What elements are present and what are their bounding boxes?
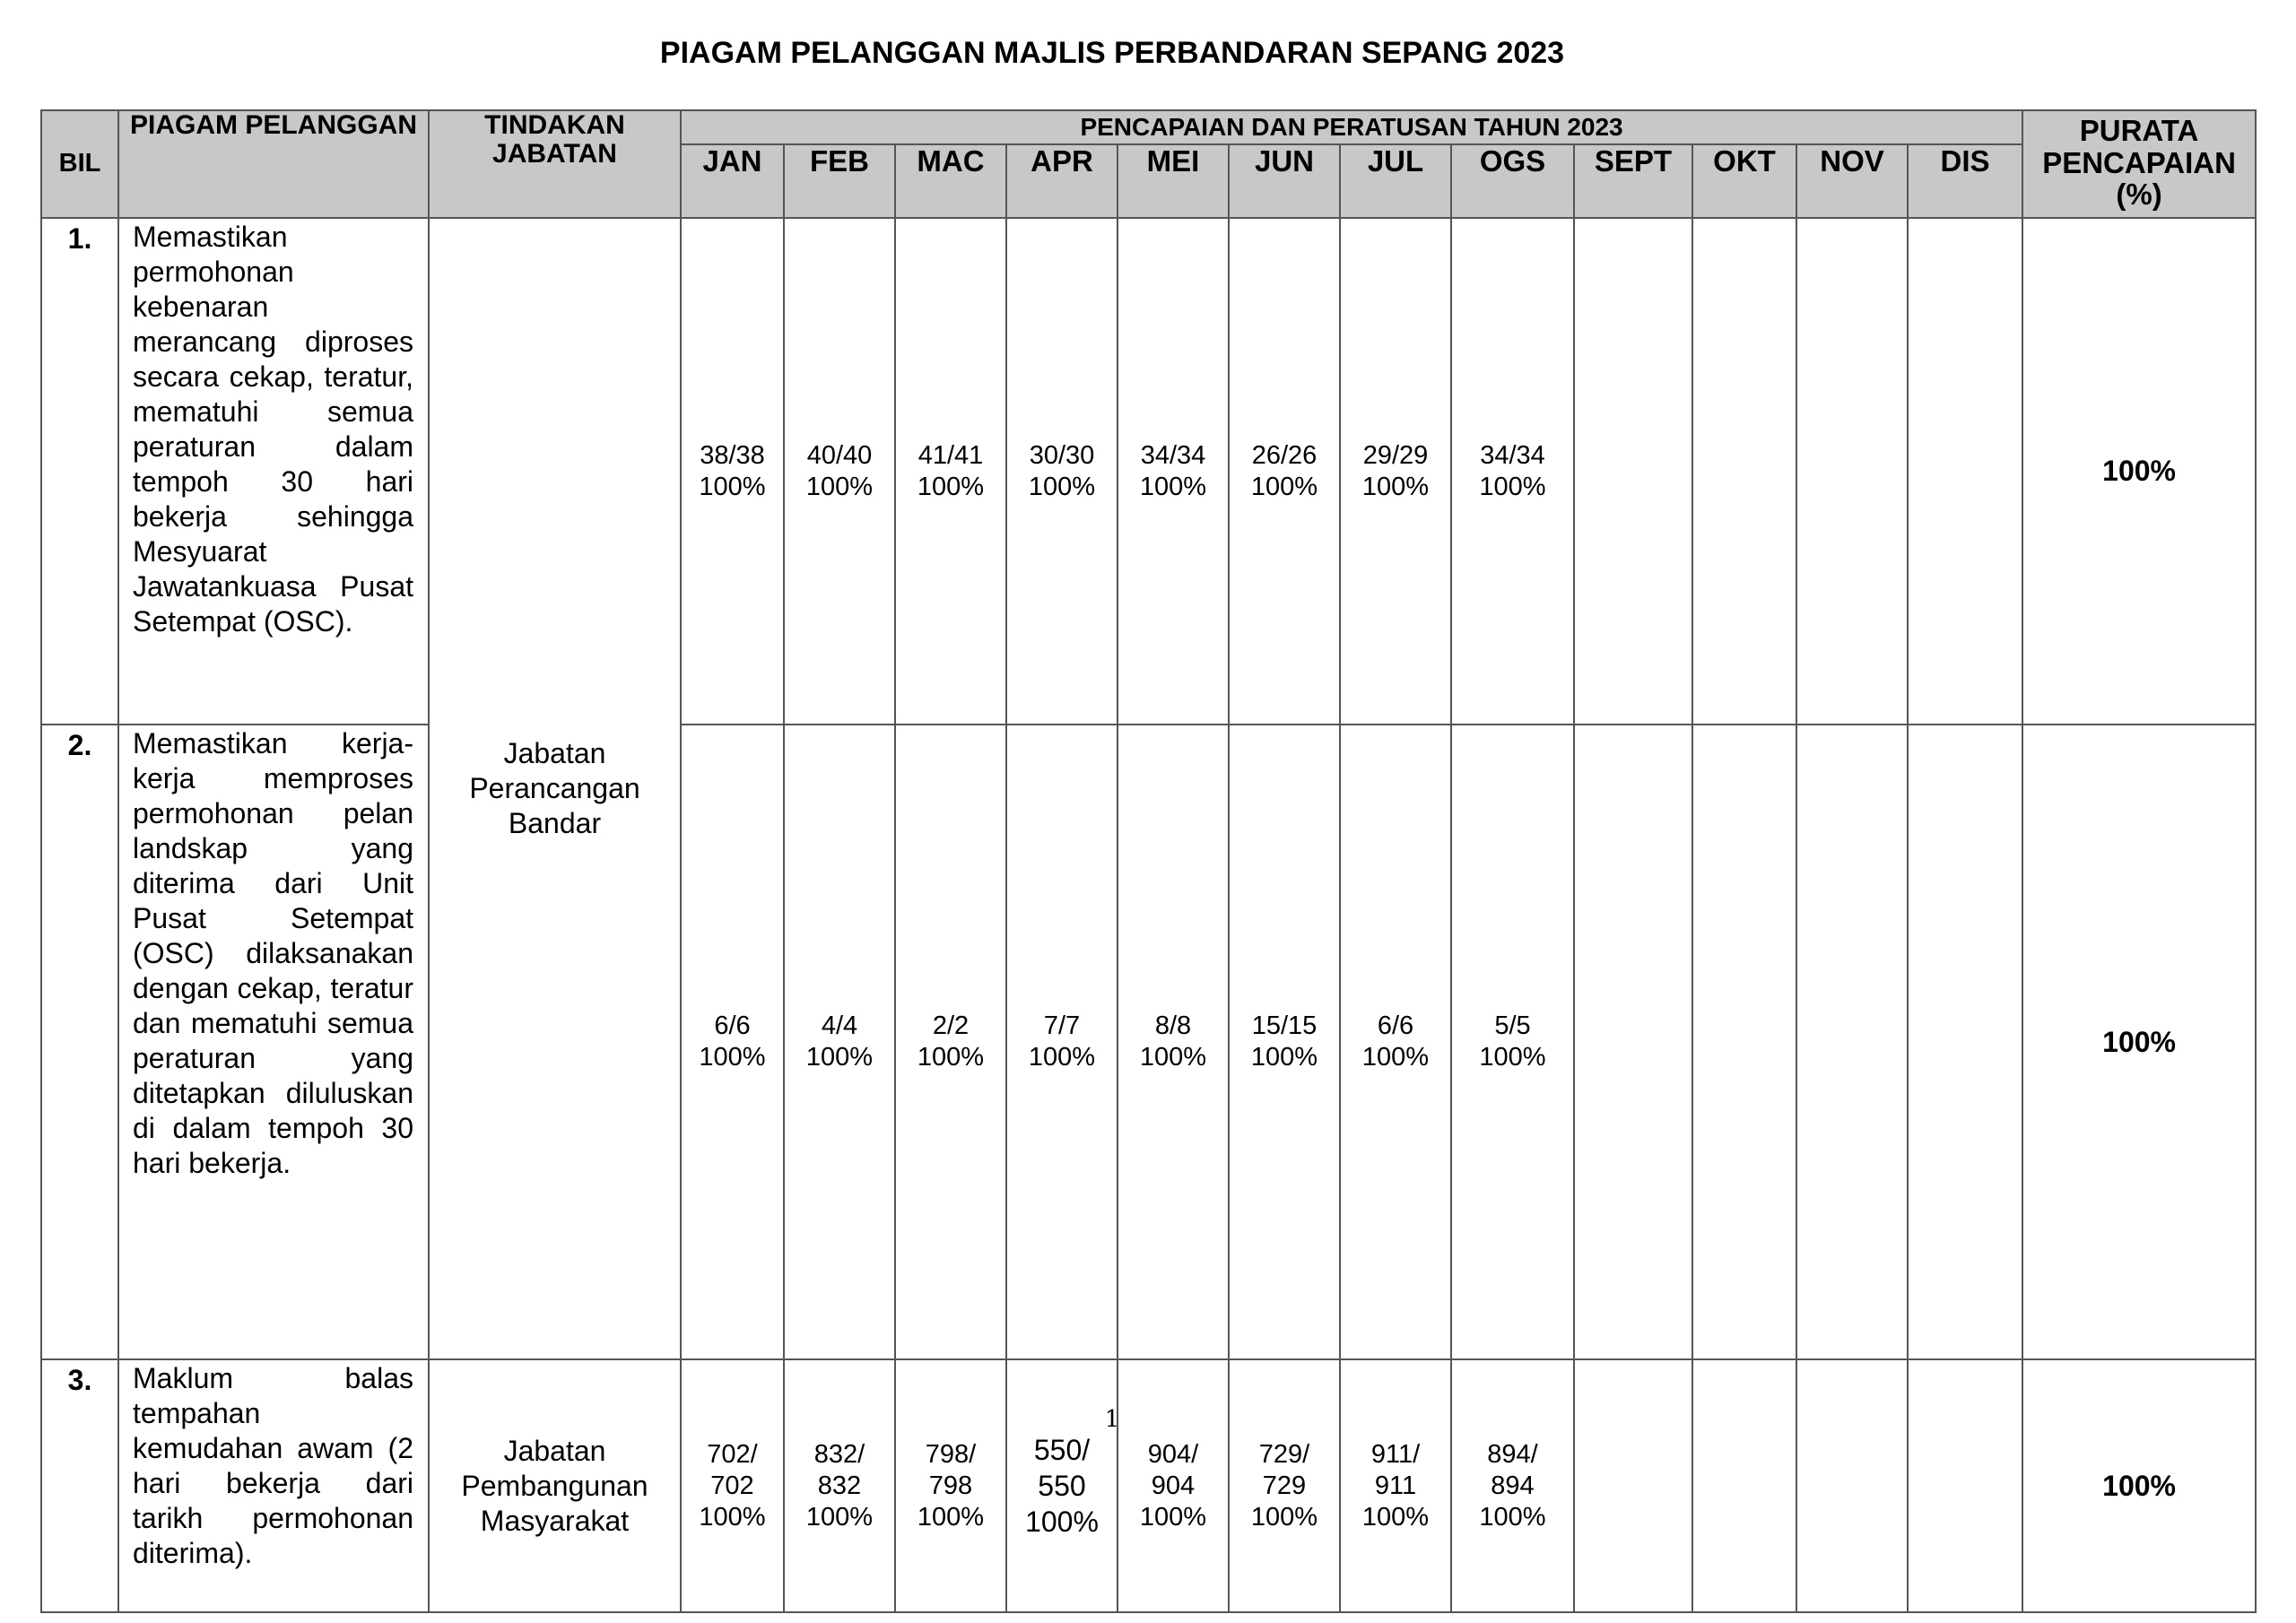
month-cell-jun bbox=[1229, 218, 1340, 725]
month-value-pct: 100% bbox=[1250, 1043, 1318, 1072]
header-month-mac: MAC bbox=[895, 144, 1006, 218]
average-cell: 100% bbox=[2022, 218, 2256, 725]
row-number: 3. bbox=[41, 1359, 118, 1612]
header-month-ogs: OGS bbox=[1451, 144, 1574, 218]
month-value-pct: 100% bbox=[917, 472, 985, 501]
month-cell-feb bbox=[784, 218, 895, 725]
header-month-jan: JAN bbox=[681, 144, 784, 218]
month-cell-mac bbox=[895, 725, 1006, 1359]
month-value-pct: 100% bbox=[917, 1043, 985, 1072]
header-month-okt: OKT bbox=[1692, 144, 1796, 218]
header-month-jul: JUL bbox=[1340, 144, 1451, 218]
month-value-num: 550/ bbox=[1033, 1434, 1091, 1466]
month-cell-sept bbox=[1574, 725, 1692, 1359]
page-title: PIAGAM PELANGGAN MAJLIS PERBANDARAN SEPANG 2023 bbox=[659, 36, 1565, 70]
month-cell-mac bbox=[895, 218, 1006, 725]
month-value-count: 34/34 bbox=[1140, 440, 1206, 470]
month-cell-ogs bbox=[1451, 725, 1574, 1359]
month-value-count: 7/7 bbox=[1043, 1011, 1081, 1040]
month-cell-jan bbox=[681, 725, 784, 1359]
row-number: 1. bbox=[41, 218, 118, 725]
header-achievement-span: PENCAPAIAN DAN PERATUSAN TAHUN 2023 bbox=[681, 110, 2022, 144]
month-cell-sept bbox=[1574, 1359, 1692, 1612]
table-row bbox=[41, 725, 2256, 1359]
month-cell-mac bbox=[895, 1359, 1006, 1612]
month-value-pct: 100% bbox=[1250, 1502, 1318, 1532]
month-cell-apr bbox=[1006, 1359, 1118, 1612]
month-cell-apr bbox=[1006, 725, 1118, 1359]
month-value-pct: 100% bbox=[1479, 1502, 1546, 1532]
month-cell-jun bbox=[1229, 1359, 1340, 1612]
month-value-pct: 100% bbox=[1361, 1043, 1430, 1072]
header-piagam: PIAGAM PELANGGAN bbox=[118, 110, 429, 218]
header-bil: BIL bbox=[41, 110, 118, 218]
month-value-count: 38/38 bbox=[700, 440, 765, 470]
month-value-pct: 100% bbox=[917, 1502, 985, 1532]
month-value-den: 798 bbox=[928, 1471, 973, 1500]
month-value-pct: 100% bbox=[1479, 472, 1546, 501]
month-value-pct: 100% bbox=[1025, 1506, 1099, 1538]
month-value-count: 6/6 bbox=[714, 1011, 751, 1040]
header-month-sept: SEPT bbox=[1574, 144, 1692, 218]
month-value-count: 26/26 bbox=[1251, 440, 1318, 470]
month-value-count: 8/8 bbox=[1154, 1011, 1192, 1040]
row-number: 2. bbox=[41, 725, 118, 1359]
month-value-count: 6/6 bbox=[1377, 1011, 1414, 1040]
month-cell-dis bbox=[1908, 218, 2022, 725]
month-value-pct: 100% bbox=[1250, 472, 1318, 501]
month-value-count: 5/5 bbox=[1494, 1011, 1531, 1040]
month-value-num: 729/ bbox=[1258, 1439, 1310, 1469]
month-value-num: 832/ bbox=[813, 1439, 865, 1469]
month-cell-jan bbox=[681, 1359, 784, 1612]
table-row bbox=[41, 1359, 2256, 1612]
month-value-count: 4/4 bbox=[821, 1011, 858, 1040]
month-value-pct: 100% bbox=[1028, 472, 1096, 501]
header-month-mei: MEI bbox=[1118, 144, 1229, 218]
month-value-num: 798/ bbox=[925, 1439, 977, 1469]
month-cell-jan bbox=[681, 218, 784, 725]
header-row-top bbox=[41, 110, 2256, 144]
month-value-pct: 100% bbox=[805, 1502, 874, 1532]
month-cell-jul bbox=[1340, 218, 1451, 725]
header-month-apr: APR bbox=[1006, 144, 1118, 218]
month-value-pct: 100% bbox=[805, 472, 874, 501]
month-value-den: 894 bbox=[1491, 1471, 1535, 1500]
month-cell-dis bbox=[1908, 1359, 2022, 1612]
month-cell-feb bbox=[784, 1359, 895, 1612]
month-cell-nov bbox=[1796, 1359, 1908, 1612]
header-month-nov: NOV bbox=[1796, 144, 1908, 218]
header-month-dis: DIS bbox=[1908, 144, 2022, 218]
month-cell-jun bbox=[1229, 725, 1340, 1359]
department-cell: Jabatan Pembangunan Masyarakat bbox=[429, 1359, 681, 1612]
month-cell-jul bbox=[1340, 1359, 1451, 1612]
month-cell-nov bbox=[1796, 218, 1908, 725]
average-cell: 100% bbox=[2022, 1359, 2256, 1612]
month-value-count: 29/29 bbox=[1362, 440, 1429, 470]
month-value-pct: 100% bbox=[1361, 472, 1430, 501]
month-cell-feb bbox=[784, 725, 895, 1359]
month-value-pct: 100% bbox=[699, 1502, 766, 1532]
month-value-count: 40/40 bbox=[806, 440, 873, 470]
month-value-num: 894/ bbox=[1487, 1439, 1538, 1469]
month-value-pct: 100% bbox=[1479, 1043, 1546, 1072]
charter-text: Memastikan permohonan kebenaran merancang diproses secara cekap, teratur, mematuhi semua peraturan dalam tempoh 30 hari bekerja sehingga Mesyuarat Jawatankuasa Pusat Setempat (OSC). bbox=[118, 218, 429, 725]
header-month-jun: JUN bbox=[1229, 144, 1340, 218]
month-value-num: 911/ bbox=[1370, 1439, 1421, 1469]
header-month-feb: FEB bbox=[784, 144, 895, 218]
department-cell: Jabatan Perancangan Bandar bbox=[429, 218, 681, 1359]
month-value-count: 15/15 bbox=[1251, 1011, 1318, 1040]
page-number: 1 bbox=[1104, 1406, 1120, 1433]
month-value-num: 702/ bbox=[707, 1439, 758, 1469]
month-value-pct: 100% bbox=[699, 1043, 766, 1072]
month-value-count: 34/34 bbox=[1480, 440, 1545, 470]
month-value-pct: 100% bbox=[805, 1043, 874, 1072]
month-cell-ogs bbox=[1451, 1359, 1574, 1612]
month-value-num: 904/ bbox=[1147, 1439, 1199, 1469]
charter-text: Maklum balas tempahan kemudahan awam (2 hari bekerja dari tarikh permohonan diterima). bbox=[118, 1359, 429, 1612]
average-cell: 100% bbox=[2022, 725, 2256, 1359]
month-value-den: 832 bbox=[817, 1471, 862, 1500]
table-body bbox=[41, 218, 2256, 1612]
month-cell-dis bbox=[1908, 725, 2022, 1359]
header-purata: PURATA PENCAPAIAN (%) bbox=[2022, 110, 2256, 218]
month-value-pct: 100% bbox=[1028, 1043, 1096, 1072]
month-cell-jul bbox=[1340, 725, 1451, 1359]
month-cell-mei bbox=[1118, 1359, 1229, 1612]
month-value-pct: 100% bbox=[1139, 1502, 1207, 1532]
month-value-den: 911 bbox=[1374, 1471, 1417, 1500]
table-row bbox=[41, 218, 2256, 725]
month-cell-mei bbox=[1118, 725, 1229, 1359]
month-value-count: 30/30 bbox=[1029, 440, 1095, 470]
month-cell-mei bbox=[1118, 218, 1229, 725]
month-cell-okt bbox=[1692, 218, 1796, 725]
month-value-count: 2/2 bbox=[932, 1011, 970, 1040]
month-cell-okt bbox=[1692, 725, 1796, 1359]
month-value-den: 904 bbox=[1151, 1471, 1196, 1500]
month-cell-ogs bbox=[1451, 218, 1574, 725]
month-cell-apr bbox=[1006, 218, 1118, 725]
charter-text: Memastikan kerja-kerja memproses permohonan pelan landskap yang diterima dari Unit Pusat Setempat (OSC) dilaksanakan dengan cekap, teratur dan mematuhi semua peraturan yang ditetapkan diluluskan di dalam tempoh 30 hari bekerja. bbox=[118, 725, 429, 1359]
month-cell-sept bbox=[1574, 218, 1692, 725]
month-value-den: 729 bbox=[1262, 1471, 1307, 1500]
month-value-pct: 100% bbox=[1139, 1043, 1207, 1072]
charter-table bbox=[40, 109, 2257, 1613]
month-cell-okt bbox=[1692, 1359, 1796, 1612]
month-value-den: 550 bbox=[1038, 1470, 1086, 1502]
month-value-pct: 100% bbox=[699, 472, 766, 501]
month-value-den: 702 bbox=[710, 1471, 754, 1500]
header-tindakan: TINDAKAN JABATAN bbox=[429, 110, 681, 218]
month-cell-nov bbox=[1796, 725, 1908, 1359]
month-value-pct: 100% bbox=[1139, 472, 1207, 501]
month-value-count: 41/41 bbox=[918, 440, 984, 470]
month-value-pct: 100% bbox=[1361, 1502, 1430, 1532]
